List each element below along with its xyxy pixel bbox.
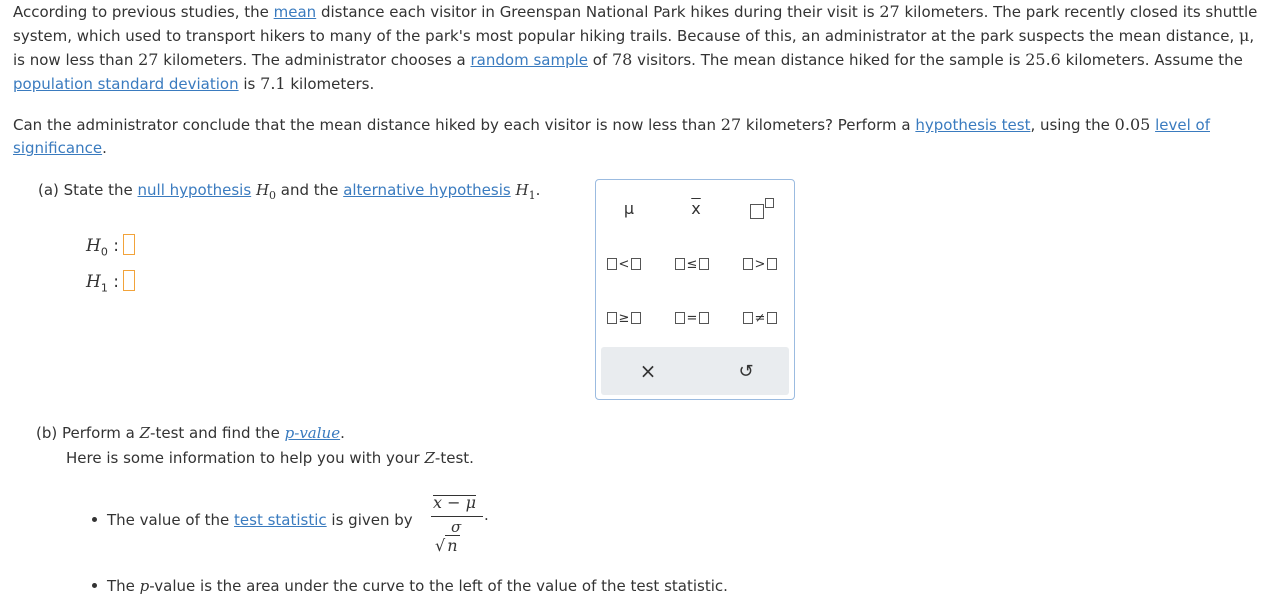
le-symbol: ≤ <box>686 256 698 272</box>
gt-symbol: > <box>754 256 766 272</box>
alpha-value: 0.05 <box>1114 115 1151 134</box>
problem-statement <box>13 0 1268 96</box>
text: kilometers. The park recently closed its shuttle system, which used to transport hikers to many of the park's most popular hiking trails. Because of this, an administrator at the park suspects the mean distance, <box>13 3 1258 45</box>
box-icon <box>675 258 685 270</box>
null-hypothesis-link[interactable]: null hypothesis <box>137 181 252 199</box>
symbol-palette <box>595 179 795 400</box>
part-b-title <box>36 424 474 442</box>
text: visitors. The mean distance hiked for the sample is <box>632 51 1026 69</box>
sqrt-n <box>435 536 460 555</box>
box-icon <box>607 312 617 324</box>
z-symbol: Z <box>424 449 435 467</box>
numerator-text: x − μ <box>433 493 476 512</box>
mu-icon: μ <box>623 198 635 218</box>
text: According to previous studies, the <box>13 3 274 21</box>
subscript: 1 <box>528 189 536 202</box>
text: kilometers? Perform a <box>741 116 916 134</box>
colon: : <box>113 236 119 256</box>
mu0-value: 27 <box>138 50 159 69</box>
bullet-dot <box>92 517 97 522</box>
less-than-button[interactable] <box>596 250 652 278</box>
h1-symbol <box>515 181 536 202</box>
z-symbol: Z <box>139 424 151 442</box>
part-a-prompt <box>38 181 540 202</box>
box-icon <box>767 258 777 270</box>
h1-input[interactable] <box>123 270 135 291</box>
box-icon <box>743 258 753 270</box>
box-icon <box>699 258 709 270</box>
text: is <box>238 75 261 93</box>
population-sd-link[interactable]: population standard deviation <box>13 75 239 93</box>
box-icon <box>607 258 617 270</box>
mu-symbol: μ <box>1239 26 1250 45</box>
greater-equal-button[interactable] <box>596 304 652 332</box>
text: kilometers. <box>285 75 375 93</box>
subscript: 0 <box>100 245 108 259</box>
palette-footer <box>601 347 789 395</box>
text: (a) State the <box>38 181 138 199</box>
box-icon <box>631 258 641 270</box>
equal-button[interactable] <box>664 304 720 332</box>
sigma-value: 7.1 <box>260 74 286 93</box>
text: is given by <box>326 511 413 529</box>
mean-link[interactable]: mean <box>273 3 317 21</box>
text: , using the <box>1030 116 1115 134</box>
sample-mean: 25.6 <box>1025 50 1061 69</box>
eq-symbol: = <box>686 310 698 326</box>
text: , is now less than <box>13 27 1255 69</box>
question-statement <box>13 113 1268 160</box>
text: of <box>587 51 612 69</box>
bullet-dot <box>92 583 97 588</box>
box-icon <box>675 312 685 324</box>
box-icon <box>631 312 641 324</box>
sample-size: 78 <box>611 50 633 69</box>
subscript: 1 <box>100 281 108 295</box>
greater-than-button[interactable] <box>732 250 788 278</box>
test-statistic-link[interactable]: test statistic <box>234 511 327 529</box>
part-b-info <box>66 449 474 467</box>
n-symbol: n <box>447 536 458 555</box>
sigma-symbol: σ <box>451 518 462 536</box>
undo-icon: ↺ <box>738 360 754 382</box>
ne-symbol: ≠ <box>754 310 766 326</box>
text: -value is the area under the curve to the left of the value of the test statistic. <box>149 577 728 595</box>
mu0-value: 27 <box>879 2 900 21</box>
period: . <box>484 506 489 524</box>
xbar-button[interactable] <box>668 194 724 222</box>
lt-symbol: < <box>618 256 630 272</box>
link-text: p-value <box>284 424 341 442</box>
xbar-overline <box>433 495 476 510</box>
h0-label: H <box>86 236 101 256</box>
undo-button[interactable] <box>718 357 774 385</box>
test-statistic-formula <box>431 493 487 563</box>
text: . <box>102 139 107 157</box>
clear-button[interactable] <box>620 357 676 385</box>
text: kilometers. Assume the <box>1060 51 1243 69</box>
random-sample-link[interactable]: random sample <box>470 51 588 69</box>
text: Can the administrator conclude that the mean distance hiked by each visitor is now less than <box>13 116 721 134</box>
h1-row <box>86 270 135 294</box>
text: The value of the <box>107 511 235 529</box>
alternative-hypothesis-link[interactable]: alternative hypothesis <box>343 181 511 199</box>
bullet-test-statistic <box>92 511 413 529</box>
colon: : <box>113 272 119 292</box>
less-equal-button[interactable] <box>664 250 720 278</box>
mu0-value: 27 <box>720 115 742 134</box>
mu-button[interactable] <box>601 194 657 222</box>
h0-input[interactable] <box>123 234 135 255</box>
p-value-link[interactable] <box>285 424 340 442</box>
h-letter: H <box>515 181 529 199</box>
hypothesis-test-link[interactable]: hypothesis test <box>915 116 1031 134</box>
box-icon <box>743 312 753 324</box>
h0-symbol <box>255 181 277 202</box>
bullet-p-value <box>92 577 728 595</box>
box-icon <box>767 312 777 324</box>
h-letter: H <box>255 181 270 199</box>
superscript-icon <box>748 198 772 218</box>
text: distance each visitor in Greenspan National Park hikes during their visit is <box>316 3 880 21</box>
close-icon: × <box>639 359 657 383</box>
text: The <box>107 577 140 595</box>
text: kilometers. The administrator chooses a <box>158 51 471 69</box>
not-equal-button[interactable] <box>732 304 788 332</box>
part-b-prompt <box>36 424 474 467</box>
h1-label: H <box>86 272 101 292</box>
text: -test. <box>434 449 474 467</box>
h0-row <box>86 234 135 258</box>
fraction-bar <box>431 516 483 517</box>
sqrt-icon: √ <box>435 536 446 555</box>
p-symbol: p <box>139 577 150 595</box>
text: (b) Perform a <box>36 424 140 442</box>
xbar-icon: $\overline{x}$ <box>691 198 701 218</box>
text: and the <box>276 181 344 199</box>
text: . <box>340 424 345 442</box>
box-icon <box>699 312 709 324</box>
superscript-button[interactable] <box>732 194 788 222</box>
formula-numerator <box>433 493 476 512</box>
text: Here is some information to help you with your <box>66 449 425 467</box>
text: -test and find the <box>150 424 285 442</box>
level-of-significance-link[interactable]: level of significance <box>13 116 1210 157</box>
subscript: 0 <box>269 189 277 202</box>
text: . <box>535 181 541 199</box>
ge-symbol: ≥ <box>618 310 630 326</box>
